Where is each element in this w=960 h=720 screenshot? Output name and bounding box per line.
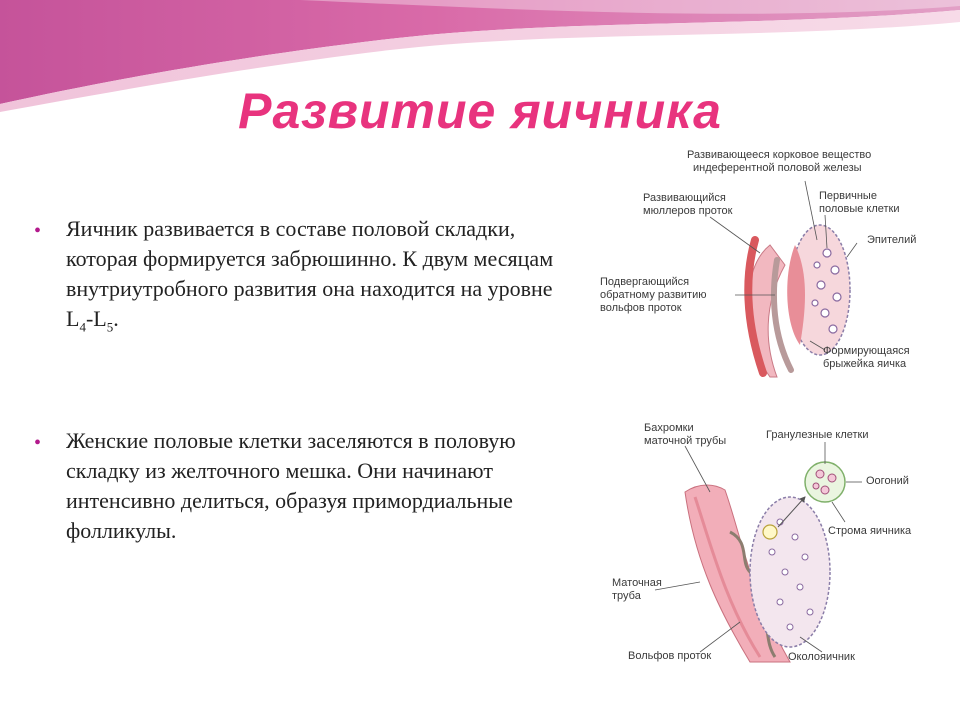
- ovary-diagram-bottom: [600, 412, 940, 672]
- gonad-diagram-top: [595, 145, 955, 385]
- label-fimbriae: Бахромки маточной трубы: [644, 422, 727, 447]
- slide-title: Развитие яичника: [238, 83, 722, 139]
- label-mesovarium: Формирующаяся брыжейка яичка: [823, 345, 910, 370]
- label-mullerian-duct: Развивающийся мюллеров проток: [643, 192, 733, 217]
- label-oogonia: Оогоний: [866, 475, 909, 487]
- bullet-item: [34, 426, 579, 546]
- label-uterine-tube: Маточная труба: [612, 577, 662, 602]
- label-wolffian-duct-bottom: Вольфов проток: [628, 650, 712, 662]
- label-wolffian-duct: Подвергающийся обратному развитию вольфов проток: [600, 276, 707, 314]
- bullet-item: [34, 214, 579, 342]
- ovary-illustration: [600, 412, 940, 672]
- label-germ-cells: Первичные половые клетки: [819, 190, 900, 215]
- label-cortex: Развивающееся корковое вещество индеферентной половой железы: [687, 149, 872, 174]
- bullet-list: [34, 214, 579, 546]
- label-granulosa-cells: Гранулезные клетки: [766, 429, 869, 441]
- bullet-text: Яичник развивается в составе половой складки, которая формируется забрюшинно. К двум месяцам внутриутробного развития она находится на уровне $L_4-L_5$.: [66, 216, 554, 335]
- bullet-dot-icon: •: [34, 220, 42, 242]
- bullet-dot-icon: •: [34, 432, 42, 455]
- bullet-text: Женские половые клетки заселяются в половую складку из желточного мешка. Они начинают интенсивно делиться, образуя примордиальные фолликулы.: [66, 428, 516, 544]
- label-epithelium: Эпителий: [867, 234, 917, 246]
- label-stroma: Строма яичника: [828, 525, 912, 537]
- label-epoophoron: Околояичник: [788, 651, 855, 663]
